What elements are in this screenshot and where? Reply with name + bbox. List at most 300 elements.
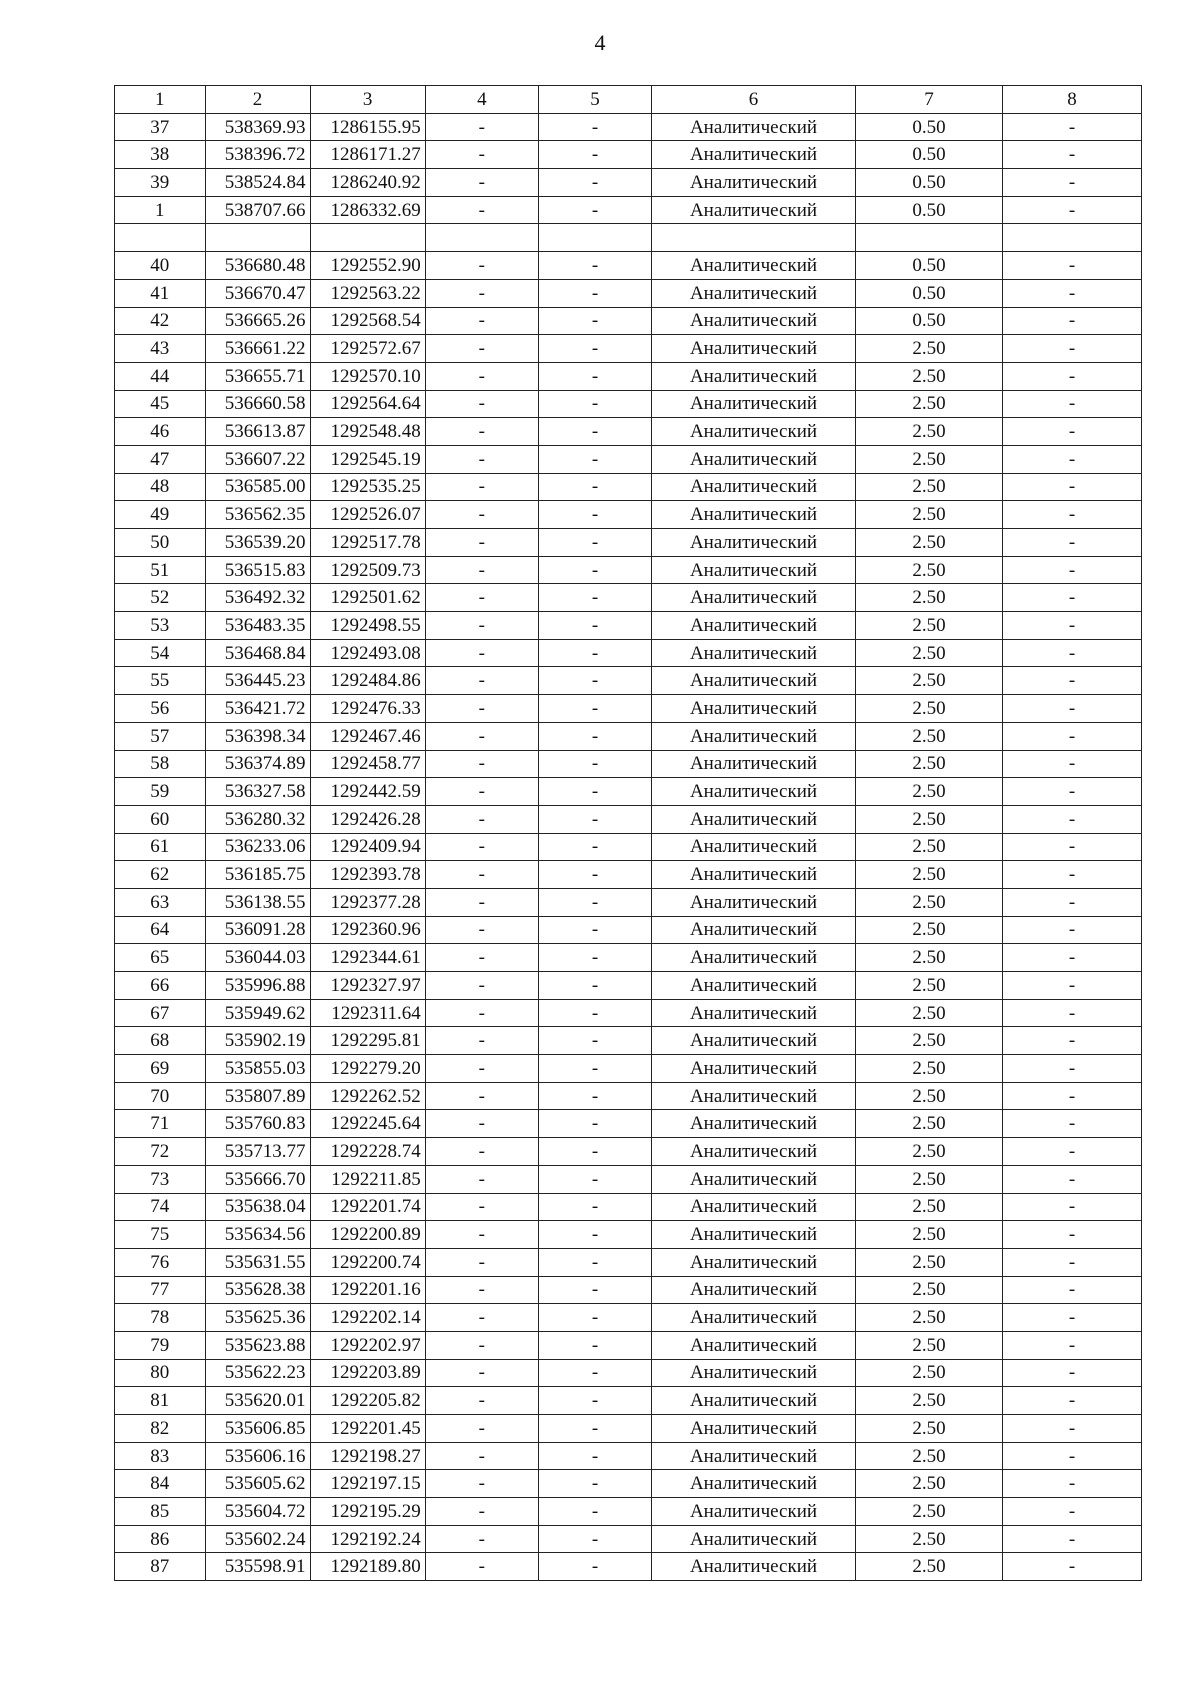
col-5-cell: - — [538, 335, 651, 363]
method-cell: Аналитический — [652, 1553, 856, 1581]
y-coordinate-cell: 1292526.07 — [310, 501, 425, 529]
method-cell: Аналитический — [652, 612, 856, 640]
table-row — [115, 473, 1142, 501]
point-number-cell: 45 — [115, 390, 206, 418]
col-5-cell: - — [538, 805, 651, 833]
col-4-cell: - — [425, 1110, 538, 1138]
y-coordinate-cell: 1292201.45 — [310, 1415, 425, 1443]
method-cell: Аналитический — [652, 1055, 856, 1083]
table-header — [115, 86, 1142, 114]
col-8-cell: - — [1003, 695, 1142, 723]
col-4-cell: - — [425, 1304, 538, 1332]
y-coordinate-cell: 1292262.52 — [310, 1082, 425, 1110]
point-number-cell: 65 — [115, 944, 206, 972]
col-4-cell: - — [425, 1165, 538, 1193]
point-number-cell: 69 — [115, 1055, 206, 1083]
col-5-cell: - — [538, 1387, 651, 1415]
method-cell: Аналитический — [652, 1387, 856, 1415]
y-coordinate-cell: 1292203.89 — [310, 1359, 425, 1387]
col-5-cell: - — [538, 972, 651, 1000]
point-number-cell: 54 — [115, 639, 206, 667]
col-4-cell: - — [425, 307, 538, 335]
method-cell: Аналитический — [652, 418, 856, 446]
table-row — [115, 612, 1142, 640]
x-coordinate-cell: 536655.71 — [205, 362, 310, 390]
accuracy-cell: 2.50 — [855, 1193, 1002, 1221]
point-number-cell: 53 — [115, 612, 206, 640]
x-coordinate-cell: 536585.00 — [205, 473, 310, 501]
table-row — [115, 279, 1142, 307]
y-coordinate-cell: 1292563.22 — [310, 279, 425, 307]
header-cell: 5 — [538, 86, 651, 114]
x-coordinate-cell: 538396.72 — [205, 141, 310, 169]
method-cell: Аналитический — [652, 1138, 856, 1166]
point-number-cell: 41 — [115, 279, 206, 307]
table-row — [115, 944, 1142, 972]
x-coordinate-cell: 536607.22 — [205, 445, 310, 473]
method-cell: Аналитический — [652, 529, 856, 557]
col-4-cell: - — [425, 1498, 538, 1526]
table-row — [115, 390, 1142, 418]
y-coordinate-cell: 1292195.29 — [310, 1498, 425, 1526]
y-coordinate-cell: 1292200.89 — [310, 1221, 425, 1249]
accuracy-cell: 0.50 — [855, 141, 1002, 169]
table-row — [115, 196, 1142, 224]
table-row — [115, 833, 1142, 861]
col-5-cell: - — [538, 639, 651, 667]
table-row — [115, 1165, 1142, 1193]
accuracy-cell: 2.50 — [855, 335, 1002, 363]
point-number-cell: 86 — [115, 1525, 206, 1553]
col-5-cell: - — [538, 1415, 651, 1443]
col-8-cell: - — [1003, 944, 1142, 972]
accuracy-cell: 2.50 — [855, 999, 1002, 1027]
method-cell: Аналитический — [652, 833, 856, 861]
point-number-cell: 66 — [115, 972, 206, 1000]
accuracy-cell: 2.50 — [855, 972, 1002, 1000]
header-cell: 2 — [205, 86, 310, 114]
col-5-cell: - — [538, 1248, 651, 1276]
point-number-cell: 79 — [115, 1331, 206, 1359]
accuracy-cell: 2.50 — [855, 584, 1002, 612]
point-number-cell: 63 — [115, 888, 206, 916]
col-4-cell: - — [425, 556, 538, 584]
x-coordinate-cell: 535713.77 — [205, 1138, 310, 1166]
point-number-cell: 72 — [115, 1138, 206, 1166]
point-number-cell: 77 — [115, 1276, 206, 1304]
col-8-cell: - — [1003, 501, 1142, 529]
method-cell: Аналитический — [652, 972, 856, 1000]
x-coordinate-cell: 536680.48 — [205, 252, 310, 280]
table-row — [115, 778, 1142, 806]
method-cell: Аналитический — [652, 1442, 856, 1470]
table-row — [115, 639, 1142, 667]
accuracy-cell: 2.50 — [855, 1415, 1002, 1443]
method-cell: Аналитический — [652, 722, 856, 750]
col-5-cell: - — [538, 1498, 651, 1526]
header-cell: 8 — [1003, 86, 1142, 114]
x-coordinate-cell: 535949.62 — [205, 999, 310, 1027]
col-4-cell: - — [425, 1138, 538, 1166]
col-4-cell: - — [425, 1055, 538, 1083]
x-coordinate-cell: 535631.55 — [205, 1248, 310, 1276]
y-coordinate-cell: 1292198.27 — [310, 1442, 425, 1470]
col-4-cell: - — [425, 1415, 538, 1443]
point-number-cell: 1 — [115, 196, 206, 224]
point-number-cell: 78 — [115, 1304, 206, 1332]
accuracy-cell: 2.50 — [855, 445, 1002, 473]
accuracy-cell: 2.50 — [855, 722, 1002, 750]
accuracy-cell: 0.50 — [855, 279, 1002, 307]
y-coordinate-cell: 1292189.80 — [310, 1553, 425, 1581]
x-coordinate-cell: 535996.88 — [205, 972, 310, 1000]
col-8-cell: - — [1003, 1027, 1142, 1055]
col-5-cell: - — [538, 584, 651, 612]
col-8-cell: - — [1003, 778, 1142, 806]
point-number-cell: 39 — [115, 169, 206, 197]
accuracy-cell: 2.50 — [855, 362, 1002, 390]
table-row — [115, 1248, 1142, 1276]
accuracy-cell: 2.50 — [855, 1276, 1002, 1304]
x-coordinate-cell: 536280.32 — [205, 805, 310, 833]
x-coordinate-cell: 535620.01 — [205, 1387, 310, 1415]
table-row — [115, 861, 1142, 889]
table-row — [115, 529, 1142, 557]
header-cell: 7 — [855, 86, 1002, 114]
y-coordinate-cell: 1292327.97 — [310, 972, 425, 1000]
point-number-cell: 49 — [115, 501, 206, 529]
col-5-cell: - — [538, 888, 651, 916]
point-number-cell: 46 — [115, 418, 206, 446]
header-cell: 3 — [310, 86, 425, 114]
col-8-cell: - — [1003, 1387, 1142, 1415]
point-number-cell: 57 — [115, 722, 206, 750]
col-4-cell: - — [425, 805, 538, 833]
accuracy-cell: 2.50 — [855, 1553, 1002, 1581]
col-8-cell: - — [1003, 169, 1142, 197]
accuracy-cell: 2.50 — [855, 418, 1002, 446]
header-cell: 6 — [652, 86, 856, 114]
y-coordinate-cell: 1292201.16 — [310, 1276, 425, 1304]
col-8-cell: - — [1003, 1498, 1142, 1526]
col-5-cell: - — [538, 1221, 651, 1249]
accuracy-cell: 2.50 — [855, 612, 1002, 640]
x-coordinate-cell: 536421.72 — [205, 695, 310, 723]
accuracy-cell: 2.50 — [855, 1082, 1002, 1110]
y-coordinate-cell: 1292311.64 — [310, 999, 425, 1027]
table-row — [115, 999, 1142, 1027]
col-8-cell: - — [1003, 612, 1142, 640]
x-coordinate-cell: 535602.24 — [205, 1525, 310, 1553]
x-coordinate-cell: 535628.38 — [205, 1276, 310, 1304]
y-coordinate-cell: 1292393.78 — [310, 861, 425, 889]
col-5-cell: - — [538, 1165, 651, 1193]
x-coordinate-cell: 535623.88 — [205, 1331, 310, 1359]
col-8-cell: - — [1003, 1110, 1142, 1138]
point-number-cell: 51 — [115, 556, 206, 584]
x-coordinate-cell: 536468.84 — [205, 639, 310, 667]
col-8-cell: - — [1003, 916, 1142, 944]
col-4-cell: - — [425, 169, 538, 197]
method-cell: Аналитический — [652, 667, 856, 695]
col-8-cell: - — [1003, 1442, 1142, 1470]
method-cell: Аналитический — [652, 1082, 856, 1110]
col-5-cell: - — [538, 999, 651, 1027]
method-cell: Аналитический — [652, 113, 856, 141]
col-5-cell: - — [538, 612, 651, 640]
point-number-cell: 82 — [115, 1415, 206, 1443]
col-5-cell: - — [538, 529, 651, 557]
y-coordinate-cell: 1286332.69 — [310, 196, 425, 224]
point-number-cell: 85 — [115, 1498, 206, 1526]
y-coordinate-cell: 1292545.19 — [310, 445, 425, 473]
col-5-cell: - — [538, 1525, 651, 1553]
col-5-cell: - — [538, 1442, 651, 1470]
table-row — [115, 1110, 1142, 1138]
col-5-cell: - — [538, 1276, 651, 1304]
col-8-cell: - — [1003, 1415, 1142, 1443]
point-number-cell: 43 — [115, 335, 206, 363]
col-8-cell: - — [1003, 1221, 1142, 1249]
x-coordinate-cell: 536670.47 — [205, 279, 310, 307]
col-4-cell: - — [425, 1276, 538, 1304]
empty-cell — [115, 224, 206, 252]
col-4-cell: - — [425, 778, 538, 806]
col-8-cell: - — [1003, 1082, 1142, 1110]
table-row — [115, 1359, 1142, 1387]
method-cell: Аналитический — [652, 916, 856, 944]
point-number-cell: 67 — [115, 999, 206, 1027]
col-5-cell: - — [538, 141, 651, 169]
accuracy-cell: 2.50 — [855, 390, 1002, 418]
accuracy-cell: 2.50 — [855, 916, 1002, 944]
point-number-cell: 56 — [115, 695, 206, 723]
col-4-cell: - — [425, 1027, 538, 1055]
col-8-cell: - — [1003, 362, 1142, 390]
point-number-cell: 50 — [115, 529, 206, 557]
col-5-cell: - — [538, 113, 651, 141]
x-coordinate-cell: 535634.56 — [205, 1221, 310, 1249]
method-cell: Аналитический — [652, 501, 856, 529]
table-row — [115, 418, 1142, 446]
accuracy-cell: 0.50 — [855, 252, 1002, 280]
table-row — [115, 667, 1142, 695]
col-4-cell: - — [425, 252, 538, 280]
method-cell: Аналитический — [652, 390, 856, 418]
y-coordinate-cell: 1292202.97 — [310, 1331, 425, 1359]
accuracy-cell: 2.50 — [855, 861, 1002, 889]
col-8-cell: - — [1003, 335, 1142, 363]
col-5-cell: - — [538, 501, 651, 529]
method-cell: Аналитический — [652, 1110, 856, 1138]
col-5-cell: - — [538, 861, 651, 889]
col-8-cell: - — [1003, 1331, 1142, 1359]
col-5-cell: - — [538, 722, 651, 750]
table-row — [115, 1304, 1142, 1332]
col-4-cell: - — [425, 473, 538, 501]
col-4-cell: - — [425, 1442, 538, 1470]
col-4-cell: - — [425, 390, 538, 418]
col-5-cell: - — [538, 667, 651, 695]
table-row — [115, 1027, 1142, 1055]
accuracy-cell: 2.50 — [855, 639, 1002, 667]
table-row — [115, 805, 1142, 833]
y-coordinate-cell: 1292360.96 — [310, 916, 425, 944]
accuracy-cell: 0.50 — [855, 169, 1002, 197]
x-coordinate-cell: 535666.70 — [205, 1165, 310, 1193]
col-8-cell: - — [1003, 1470, 1142, 1498]
point-number-cell: 76 — [115, 1248, 206, 1276]
y-coordinate-cell: 1292476.33 — [310, 695, 425, 723]
x-coordinate-cell: 535638.04 — [205, 1193, 310, 1221]
x-coordinate-cell: 535760.83 — [205, 1110, 310, 1138]
method-cell: Аналитический — [652, 307, 856, 335]
col-4-cell: - — [425, 1193, 538, 1221]
x-coordinate-cell: 535855.03 — [205, 1055, 310, 1083]
method-cell: Аналитический — [652, 1525, 856, 1553]
x-coordinate-cell: 535622.23 — [205, 1359, 310, 1387]
col-5-cell: - — [538, 445, 651, 473]
x-coordinate-cell: 535604.72 — [205, 1498, 310, 1526]
col-4-cell: - — [425, 1387, 538, 1415]
col-5-cell: - — [538, 1359, 651, 1387]
point-number-cell: 48 — [115, 473, 206, 501]
col-5-cell: - — [538, 362, 651, 390]
point-number-cell: 84 — [115, 1470, 206, 1498]
accuracy-cell: 2.50 — [855, 1387, 1002, 1415]
col-8-cell: - — [1003, 1055, 1142, 1083]
y-coordinate-cell: 1286240.92 — [310, 169, 425, 197]
col-8-cell: - — [1003, 667, 1142, 695]
accuracy-cell: 2.50 — [855, 501, 1002, 529]
col-8-cell: - — [1003, 1525, 1142, 1553]
table-row — [115, 362, 1142, 390]
method-cell: Аналитический — [652, 1165, 856, 1193]
col-4-cell: - — [425, 888, 538, 916]
x-coordinate-cell: 536660.58 — [205, 390, 310, 418]
col-4-cell: - — [425, 501, 538, 529]
y-coordinate-cell: 1292426.28 — [310, 805, 425, 833]
accuracy-cell: 2.50 — [855, 1470, 1002, 1498]
y-coordinate-cell: 1292498.55 — [310, 612, 425, 640]
col-5-cell: - — [538, 169, 651, 197]
col-4-cell: - — [425, 584, 538, 612]
col-8-cell: - — [1003, 750, 1142, 778]
y-coordinate-cell: 1292211.85 — [310, 1165, 425, 1193]
x-coordinate-cell: 536539.20 — [205, 529, 310, 557]
method-cell: Аналитический — [652, 196, 856, 224]
col-4-cell: - — [425, 944, 538, 972]
col-5-cell: - — [538, 196, 651, 224]
table-row — [115, 1055, 1142, 1083]
col-5-cell: - — [538, 556, 651, 584]
method-cell: Аналитический — [652, 1415, 856, 1443]
header-row — [115, 86, 1142, 114]
empty-cell — [855, 224, 1002, 252]
empty-cell — [205, 224, 310, 252]
point-number-cell: 55 — [115, 667, 206, 695]
y-coordinate-cell: 1286155.95 — [310, 113, 425, 141]
y-coordinate-cell: 1286171.27 — [310, 141, 425, 169]
accuracy-cell: 2.50 — [855, 1138, 1002, 1166]
point-number-cell: 47 — [115, 445, 206, 473]
method-cell: Аналитический — [652, 750, 856, 778]
col-5-cell: - — [538, 1331, 651, 1359]
accuracy-cell: 2.50 — [855, 1498, 1002, 1526]
col-5-cell: - — [538, 473, 651, 501]
x-coordinate-cell: 535606.16 — [205, 1442, 310, 1470]
accuracy-cell: 2.50 — [855, 1027, 1002, 1055]
col-8-cell: - — [1003, 1276, 1142, 1304]
col-4-cell: - — [425, 529, 538, 557]
col-4-cell: - — [425, 750, 538, 778]
col-8-cell: - — [1003, 584, 1142, 612]
col-8-cell: - — [1003, 1553, 1142, 1581]
header-cell: 1 — [115, 86, 206, 114]
col-4-cell: - — [425, 1470, 538, 1498]
col-5-cell: - — [538, 307, 651, 335]
y-coordinate-cell: 1292192.24 — [310, 1525, 425, 1553]
point-number-cell: 83 — [115, 1442, 206, 1470]
col-8-cell: - — [1003, 529, 1142, 557]
col-4-cell: - — [425, 861, 538, 889]
col-5-cell: - — [538, 418, 651, 446]
table-row — [115, 972, 1142, 1000]
table-row — [115, 113, 1142, 141]
method-cell: Аналитический — [652, 1248, 856, 1276]
col-5-cell: - — [538, 1138, 651, 1166]
y-coordinate-cell: 1292197.15 — [310, 1470, 425, 1498]
col-4-cell: - — [425, 612, 538, 640]
col-5-cell: - — [538, 916, 651, 944]
col-5-cell: - — [538, 695, 651, 723]
table-row — [115, 1276, 1142, 1304]
col-4-cell: - — [425, 113, 538, 141]
accuracy-cell: 2.50 — [855, 888, 1002, 916]
col-8-cell: - — [1003, 196, 1142, 224]
col-4-cell: - — [425, 1359, 538, 1387]
y-coordinate-cell: 1292535.25 — [310, 473, 425, 501]
col-8-cell: - — [1003, 141, 1142, 169]
col-4-cell: - — [425, 833, 538, 861]
table-row — [115, 722, 1142, 750]
col-4-cell: - — [425, 1248, 538, 1276]
x-coordinate-cell: 538524.84 — [205, 169, 310, 197]
y-coordinate-cell: 1292409.94 — [310, 833, 425, 861]
col-5-cell: - — [538, 1193, 651, 1221]
col-8-cell: - — [1003, 279, 1142, 307]
y-coordinate-cell: 1292509.73 — [310, 556, 425, 584]
table-row — [115, 888, 1142, 916]
x-coordinate-cell: 538369.93 — [205, 113, 310, 141]
col-5-cell: - — [538, 944, 651, 972]
accuracy-cell: 2.50 — [855, 750, 1002, 778]
x-coordinate-cell: 535598.91 — [205, 1553, 310, 1581]
x-coordinate-cell: 535807.89 — [205, 1082, 310, 1110]
x-coordinate-cell: 536665.26 — [205, 307, 310, 335]
col-5-cell: - — [538, 1055, 651, 1083]
col-8-cell: - — [1003, 1193, 1142, 1221]
col-8-cell: - — [1003, 1304, 1142, 1332]
y-coordinate-cell: 1292517.78 — [310, 529, 425, 557]
table-row — [115, 1193, 1142, 1221]
empty-cell — [310, 224, 425, 252]
y-coordinate-cell: 1292228.74 — [310, 1138, 425, 1166]
method-cell: Аналитический — [652, 1221, 856, 1249]
x-coordinate-cell: 536562.35 — [205, 501, 310, 529]
point-number-cell: 61 — [115, 833, 206, 861]
col-8-cell: - — [1003, 888, 1142, 916]
